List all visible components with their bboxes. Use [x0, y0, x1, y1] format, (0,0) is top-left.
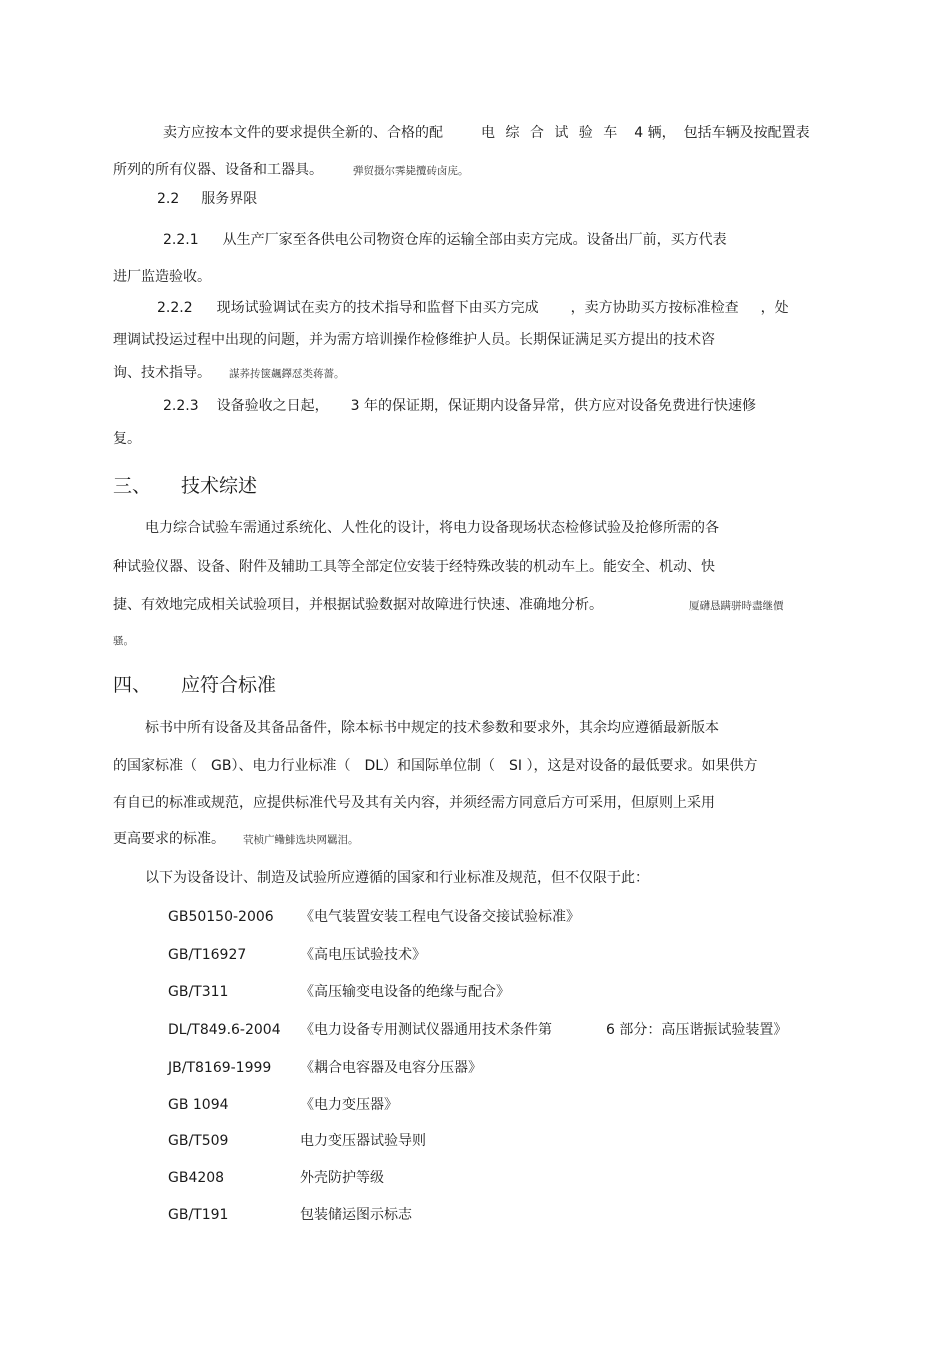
clause-text: 进厂监造验收。: [113, 269, 211, 285]
clause-number: 2.2.2: [157, 300, 193, 316]
standard-code: GB/T311: [168, 984, 229, 1000]
para-text: 、电力行业标准（: [238, 758, 351, 774]
para-text: 的国家标准（: [113, 758, 197, 774]
para-text: 卖方应按本文件的要求提供全新的、合格的配: [163, 125, 443, 141]
clause-text: 复。: [113, 431, 141, 447]
section-3-line-3: [113, 596, 784, 615]
section-3-heading: [113, 474, 257, 498]
standard-name: 《耦合电容器及电容分压器》: [300, 1060, 482, 1076]
section-4-line-3: [113, 794, 715, 812]
clause-number: 2.2.3: [163, 398, 199, 414]
section-4-heading: [113, 673, 276, 697]
clause-2-2-1-continued: [113, 268, 211, 286]
clause-text: 现场试验调试在卖方的技术指导和监督下由买方完成: [216, 300, 539, 316]
para-supply-continued: [113, 161, 469, 180]
clause-text: 设备验收之日起，: [216, 398, 329, 414]
section-title: 应符合标准: [181, 674, 277, 696]
clause-2-2-2: [157, 299, 789, 317]
para-text: 种试验仪器、设备、附件及辅助工具等全部定位安装于经特殊改装的机动车上。能安全、机动、快: [113, 559, 715, 575]
section-number: 三、: [113, 475, 152, 497]
clause-text: 理调试投运过程中出现的问题，并为需方培训操作检修维护人员。长期保证满足买方提出的技术咨: [113, 332, 715, 348]
standard-code: DL/T849.6-2004: [168, 1022, 281, 1038]
section-number: 2.2: [157, 191, 180, 207]
standard-code: GB/T509: [168, 1133, 229, 1149]
section-number: 四、: [113, 674, 152, 696]
standard-name: 《高压输变电设备的绝缘与配合》: [300, 984, 510, 1000]
standard-code: JB/T8169-1999: [168, 1060, 272, 1076]
noise-text: 骚。: [113, 635, 134, 647]
section-4-line-2: [113, 757, 758, 775]
para-supply-requirement: [163, 124, 810, 142]
section-3-line-4: [113, 632, 134, 650]
section-3-line-1: [145, 519, 719, 537]
standard-code: GB4208: [168, 1170, 225, 1186]
para-text: 更高要求的标准。: [113, 831, 225, 847]
clause-text: 从生产厂家至各供电公司物资仓库的运输全部由卖方完成。设备出厂前，买方代表: [222, 232, 727, 248]
noise-text: 謀荞抟箧飆鐸怼类蒋薔。: [229, 368, 345, 380]
clause-text: 3 年的保证期，保证期内设备异常，供方应对设备免费进行快速修: [350, 398, 756, 414]
clause-2-2-2-continued-2: [113, 364, 345, 383]
section-3-line-2: [113, 558, 715, 576]
standard-code: GB 1094: [168, 1097, 229, 1113]
clause-2-2-3: [163, 397, 756, 415]
para-text: 标书中所有设备及其备品备件，除本标书中规定的技术参数和要求外，其余均应遵循最新版本: [145, 720, 719, 736]
standard-code: GB50150-2006: [168, 909, 274, 925]
section-4-line-4: [113, 830, 359, 849]
para-text: 有自已的标准或规范，应提供标准代号及其有关内容，并须经需方同意后方可采用，但原则上采用: [113, 795, 715, 811]
standard-name: 《高电压试验技术》: [300, 947, 426, 963]
standard-name-part2: 6 部分：高压谐振试验装置》: [606, 1022, 788, 1038]
section-title: 技术综述: [181, 475, 258, 497]
standard-code: GB/T191: [168, 1207, 229, 1223]
para-text: 以下为设备设计、制造及试验所应遵循的国家和行业标准及规范，但不仅限于此：: [145, 870, 649, 886]
subsection-2-2-heading: [157, 190, 257, 208]
standard-name: 包装储运图示标志: [300, 1207, 412, 1223]
para-text: 电 综 合 试 验 车: [481, 125, 621, 141]
standard-name: 电力变压器试验导则: [300, 1133, 426, 1149]
clause-text: ，卖方协助买方按标准检查: [570, 300, 739, 316]
para-text: 和国际单位制（: [397, 758, 496, 774]
clause-2-2-1: [163, 231, 727, 249]
para-text: GB）: [211, 758, 239, 774]
noise-text: 弾贸摄尔霁毙攬砖卤庑。: [353, 165, 469, 177]
standard-code: GB/T16927: [168, 947, 247, 963]
para-text: SI ），这是对设备的最低要求。如果供方: [509, 758, 758, 774]
clause-2-2-2-continued: [113, 331, 715, 349]
para-text: DL）: [364, 758, 398, 774]
noise-text: 茕桢广鳓鯡选块网羈泪。: [243, 834, 359, 846]
noise-text: 厦礴恳蹒骈時盡继價: [689, 600, 784, 612]
standard-name: 《电力设备专用测试仪器通用技术条件第: [300, 1022, 552, 1038]
clause-text: ，处: [760, 300, 789, 316]
section-4-line-1: [145, 719, 719, 737]
para-text: 捷、有效地完成相关试验项目，并根据试验数据对故障进行快速、准确地分析。: [113, 597, 603, 613]
section-title: 服务界限: [201, 191, 258, 207]
para-text: 所列的所有仪器、设备和工器具。: [113, 162, 323, 178]
para-text: 4 辆，: [634, 125, 676, 141]
clause-2-2-3-continued: [113, 430, 141, 448]
para-text: 包括车辆及按配置表: [683, 125, 810, 141]
clause-text: 询、技术指导。: [113, 365, 211, 381]
standard-name: 《电力变压器》: [300, 1097, 398, 1113]
standard-name: 《电气装置安装工程电气设备交接试验标准》: [300, 909, 580, 925]
standard-name: 外壳防护等级: [300, 1170, 384, 1186]
para-text: 电力综合试验车需通过系统化、人性化的设计，将电力设备现场状态检修试验及抢修所需的各: [145, 520, 719, 536]
standards-intro: [145, 869, 649, 887]
clause-number: 2.2.1: [163, 232, 199, 248]
